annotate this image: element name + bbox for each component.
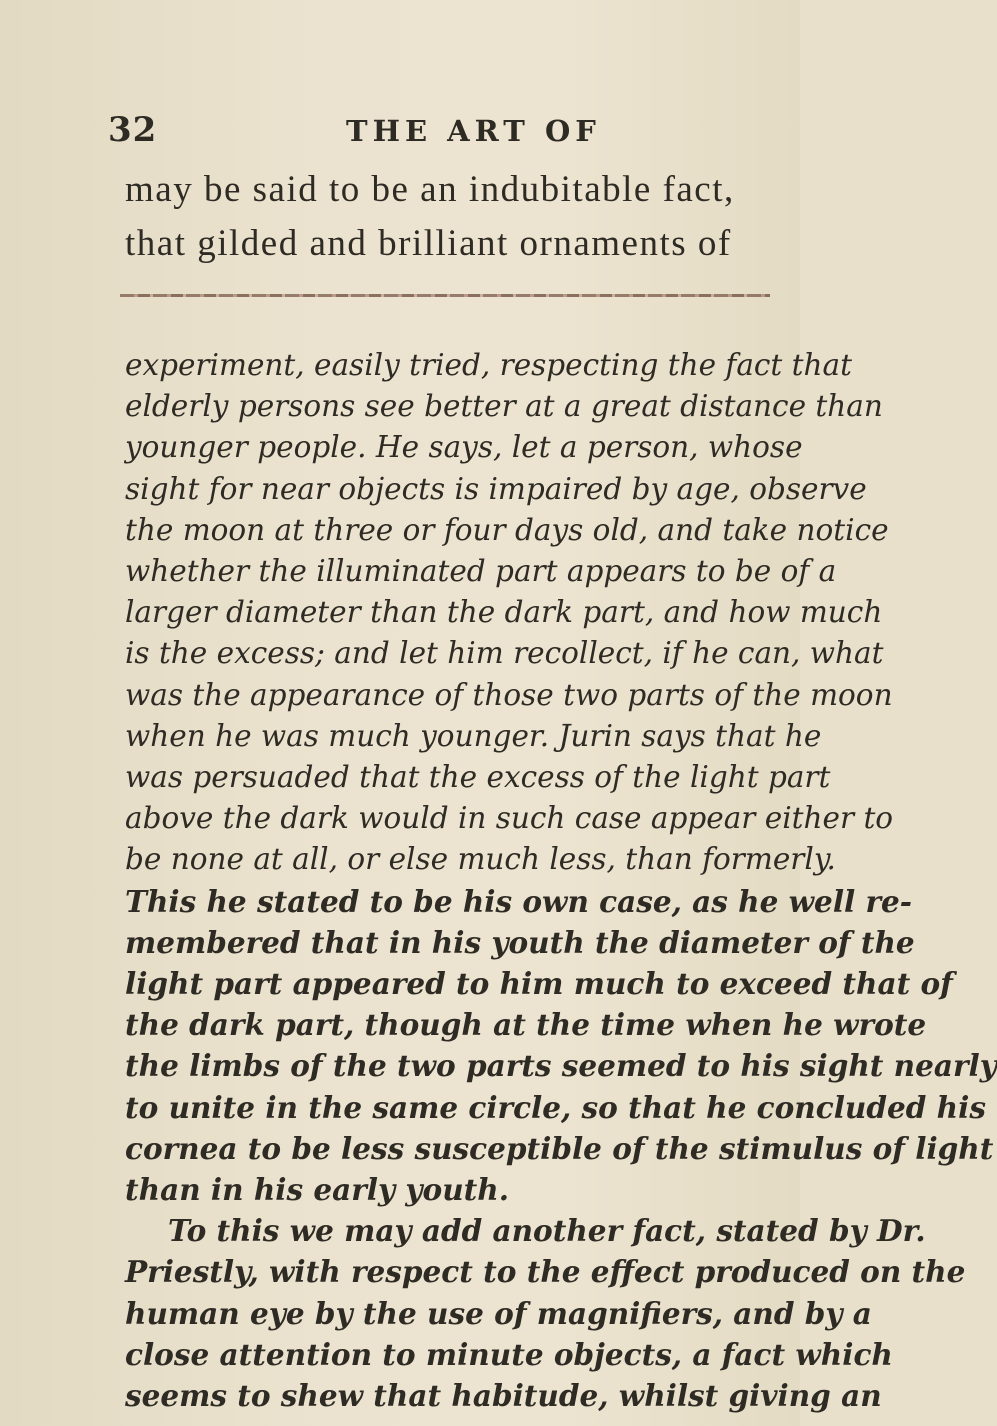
text-line: human eye by the use of magnifiers, and by a [125,1295,872,1331]
text-line: is the excess; and let him recollect, if he can, what [125,636,884,671]
text-line: light part appeared to him much to exceed that of [125,966,953,1001]
text-line: whether the illuminated part appears to be of a [125,554,837,588]
text-line: seems to shew that habitude, whilst giving an [125,1378,882,1413]
text-line: above the dark would in such case appear either to [125,801,894,836]
page-header [0,110,800,160]
page-number: 32 [108,110,158,150]
text-line: close attention to minute objects, a fact which [125,1336,893,1372]
text-line: membered that in his youth the diameter of the [125,924,915,960]
strip-divider [120,294,770,297]
text-line: when he was much younger. Jurin says that he [125,718,822,753]
text-line: cornea to be less susceptible of the stimulus of light [125,1130,994,1166]
text-line: Priestly, with respect to the effect produced on the [125,1254,966,1290]
text-line: experiment, easily tried, respecting the fact that [125,348,852,382]
text-line: than in his early youth. [125,1172,510,1207]
text-line: was persuaded that the excess of the light part [125,760,831,794]
text-line: larger diameter than the dark part, and how much [125,595,883,630]
text-line: was the appearance of those two parts of the moon [125,677,893,712]
text-line: may be said to be an indubitable fact, [125,169,735,210]
text-line: elderly persons see better at a great distance than [125,389,883,424]
text-line: that gilded and brilliant ornaments of [125,223,732,264]
running-head: THE ART OF [346,114,601,148]
text-line: younger people. He says, let a person, whose [125,430,803,465]
text-line: to unite in the same circle, so that he concluded his [125,1089,986,1125]
text-line: To this we may add another fact, stated by Dr. [168,1213,926,1249]
text-line: the limbs of the two parts seemed to his sight nearly [125,1048,997,1084]
text-line: the dark part, though at the time when he wrote [125,1007,927,1043]
text-line: sight for near objects is impaired by age, observe [125,471,867,506]
text-line: This he stated to be his own case, as he well re- [125,883,913,919]
text-line: be none at all, or else much less, than formerly. [125,842,836,877]
text-line: the moon at three or four days old, and take notice [125,512,889,547]
